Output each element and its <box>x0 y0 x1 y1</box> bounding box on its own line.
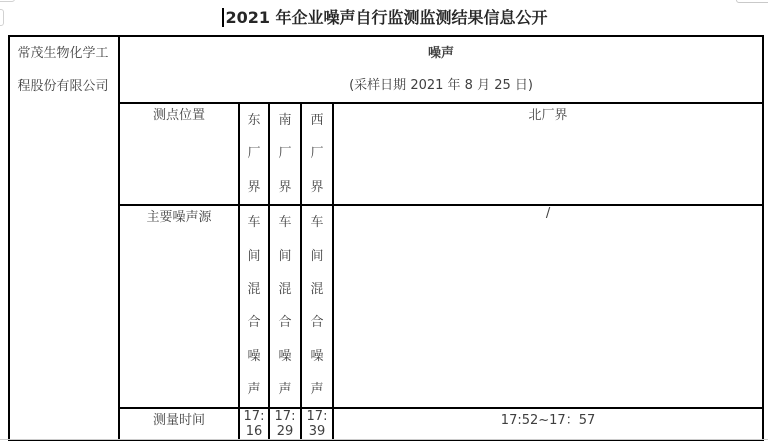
measure-time-label-cell: 测量时间 <box>119 408 239 440</box>
partial-button-top-left <box>0 0 15 2</box>
location-east-cell <box>239 103 269 205</box>
noise-source-west-cell <box>301 205 333 407</box>
page-bottom-divider <box>0 439 768 440</box>
measure-time-east: 17:16 <box>243 408 265 439</box>
noise-source-west: 车间混合噪声 <box>310 215 324 398</box>
noise-source-east-cell <box>239 205 269 407</box>
noise-source-north-cell: / <box>333 205 763 407</box>
measure-time-east-cell <box>239 408 269 440</box>
company-name: 常茂生物化学工程股份有限公司 <box>17 46 109 94</box>
partial-button-left-edge <box>0 9 4 26</box>
location-west: 西厂界 <box>310 113 324 195</box>
location-south-cell <box>269 103 301 205</box>
measure-time-north-cell: 17:52~17：57 <box>333 408 763 440</box>
location-north-cell: 北厂界 <box>333 103 763 205</box>
company-name-cell <box>9 36 119 440</box>
table-row <box>9 408 763 440</box>
table-row <box>9 103 763 205</box>
noise-source-label-cell: 主要噪声源 <box>119 205 239 407</box>
noise-source-south: 车间混合噪声 <box>278 215 292 398</box>
page-title: 2021 年企业噪声自行监测监测结果信息公开 <box>225 8 548 27</box>
location-east: 东厂界 <box>247 113 261 195</box>
noise-header-cell <box>119 36 763 103</box>
partial-button-top-right <box>736 0 768 3</box>
location-west-cell <box>301 103 333 205</box>
location-label-cell: 测点位置 <box>119 103 239 205</box>
table-row <box>9 36 763 103</box>
table-row <box>9 205 763 407</box>
title-row[interactable] <box>8 8 762 28</box>
measure-time-west-cell <box>301 408 333 440</box>
noise-source-east: 车间混合噪声 <box>247 215 261 398</box>
sampling-date: (采样日期 2021 年 8 月 25 日) <box>349 78 533 93</box>
measure-time-south: 17:29 <box>274 408 296 439</box>
measure-time-west: 17:39 <box>306 408 328 439</box>
location-south: 南厂界 <box>278 113 292 195</box>
pollutant-name: 噪声 <box>428 46 455 61</box>
noise-monitoring-table <box>8 35 764 441</box>
noise-source-south-cell <box>269 205 301 407</box>
measure-time-south-cell <box>269 408 301 440</box>
